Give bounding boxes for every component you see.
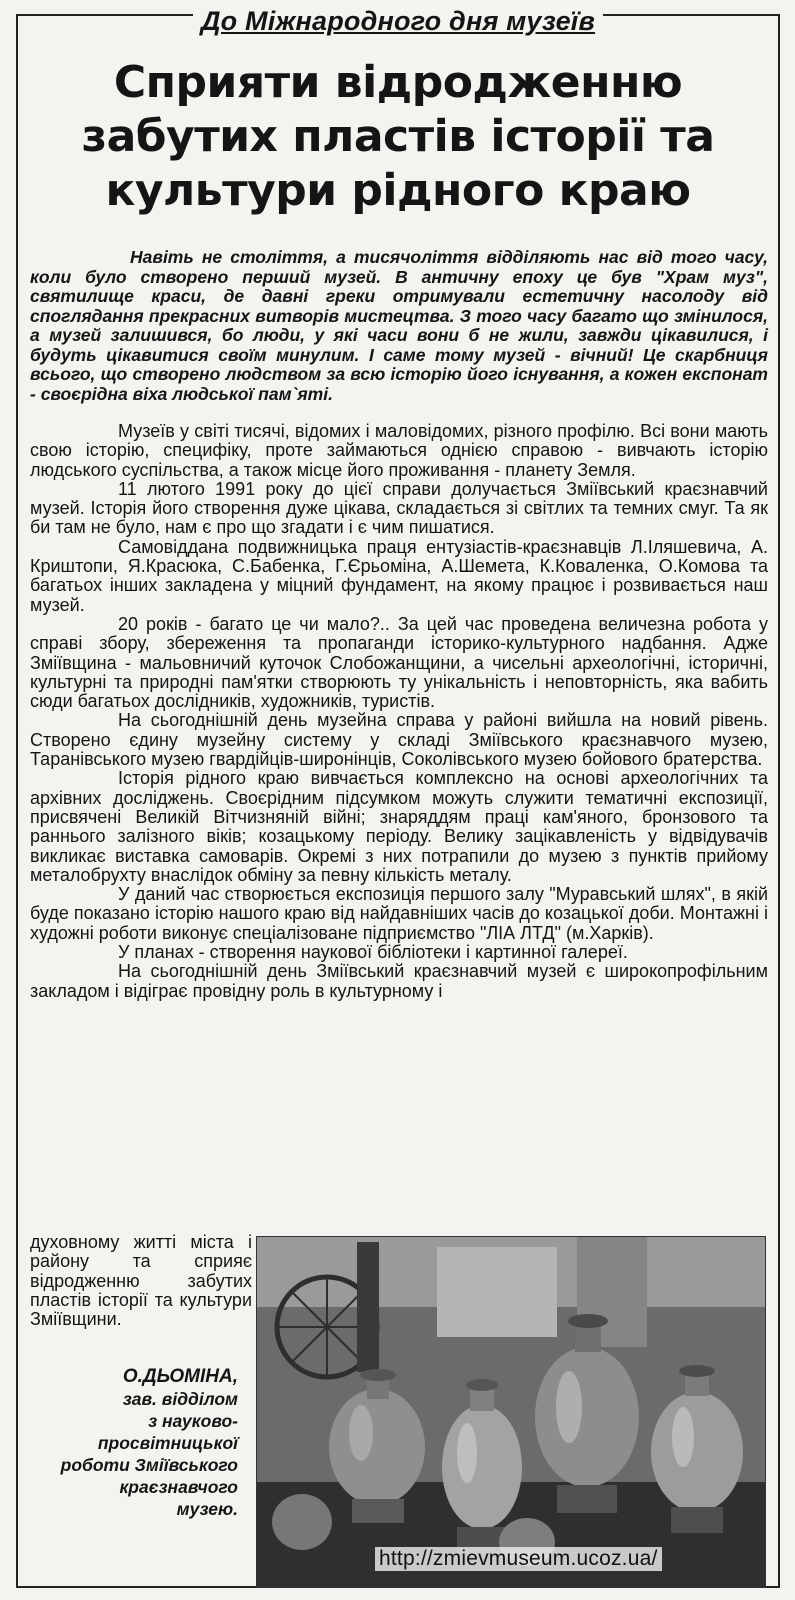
author-title-line: просвітницької [97, 1433, 238, 1453]
side-column-text: духовному житті міста і району та сприяє відродженню забутих пластів історії та культури Зміївщини. [30, 1232, 252, 1330]
headline-line: Сприяти відродженню [113, 57, 683, 108]
headline [18, 56, 778, 218]
article-frame [16, 6, 780, 1588]
author-title-line: роботи Зміївського [60, 1455, 238, 1475]
author-signature [30, 1366, 238, 1520]
author-title-line: музею. [176, 1499, 238, 1519]
website-watermark: http://zmievmuseum.ucoz.ua/ [375, 1547, 662, 1571]
samovar-collection-photo [256, 1236, 766, 1588]
body-paragraph: 11 лютого 1991 року до цієї справи долучається Зміївський краєзнавчий музей. Історія його створення дуже цікава, складається зі світлих та темних смуг. Та як би там не було, нам є про що згадати і є чим пишатися. [30, 478, 768, 538]
body-paragraph: На сьогоднішній день музейна справа у районі вийшла на новий рівень. Створено єдину музейну систему у складі Зміївського краєзнавчого музею, Таранівського музею гвардійців-широнінців, Соколівського музею бойового братерства. [30, 710, 768, 770]
body-paragraph: 20 років - багато це чи мало?.. За цей час проведена величезна робота у справі збору, збереження та пропаганди історико-культурного надбання. Адже Зміївщина - мальовничий куточок Слобожанщини, а чисельні археологічні, історичні, культурні та природні пам'ятки створюють ту унікальність і неповторність, яка вабить сюди багатьох дослідників, художників, туристів. [30, 613, 768, 712]
rubric-bar [18, 6, 778, 37]
lead-paragraph: Навіть не століття, а тисячоліття відділяють нас від того часу, коли було створено перший музей. В античну епоху це був "Храм муз", святилище краси, де давні греки отримували естетичну насолоду від споглядання прекрасних витворів мистецтва. З того часу багато що змінилося, а музей залишився, бо люди, у які часи вони б не жили, завжди цікавилися, і будуть цікавитися своїм минулим. І саме тому музей - вічний! Це скарбниця всього, що створено людством за всю історію його існування, а кожен експонат - своєрідна віха людської пам`яті. [30, 247, 768, 404]
author-title-line: зав. відділом [122, 1389, 238, 1409]
body-paragraph: Історія рідного краю вивчається комплексно на основі археологічних та архівних досліджень. Своєрідним підсумком можуть служити тематичні експозиції, присвячені Великій Вітчизняній війні; знаряддям праці кам'яного, бронзового та раннього залізного віків; козацькому періоду. Велику зацікавленість у відвідувачів викликає виставка самоварів. Окремі з них потрапили до музею з пунктів прийому металобрухту внаслідок обміну за певну кількість металу. [30, 768, 768, 885]
author-title-line: краєзнавчого [119, 1477, 238, 1497]
body-paragraph: На сьогоднішній день Зміївський краєзнавчий музей є широкопрофільним закладом і відіграє провідну роль в культурному і [30, 961, 768, 1001]
body-paragraph: У планах - створення наукової бібліотеки і картинної галереї. [118, 942, 628, 963]
author-name: О.ДЬОМІНА, [122, 1366, 238, 1387]
body-paragraph: У даний час створюється експозиція першого залу "Муравський шлях", в якій буде показано історію нашого краю від найдавніших часів до козацької доби. Монтажні і художні роботи виконує спеціалізоване підприємство "ЛІА ЛТД" (м.Харків). [30, 884, 768, 943]
headline-line: забутих пластів історії та [81, 111, 715, 162]
author-title-line: з науково- [148, 1411, 238, 1431]
article-body [30, 422, 768, 1001]
body-paragraph: Музеїв у світі тисячі, відомих і маловідомих, різного профілю. Всі вони мають свою історію, специфіку, проте займаються однією справою - вивчають історію людського суспільства, а також місце його проживання - планету Земля. [30, 421, 768, 480]
rubric-title: До Міжнародного дня музеїв [193, 6, 603, 37]
headline-line: культури рідного краю [105, 165, 691, 216]
samovar-illustration [257, 1237, 765, 1587]
body-paragraph: Самовіддана подвижницька праця ентузіастів-краєзнавців Л.Іляшевича, А. Криштопи, Я.Красюка, С.Бабенка, Г.Єрьоміна, А.Шемета, К.Коваленка, О.Комова та багатьох інших закладена у міцний фундамент, на якому працює і розвивається наш музей. [30, 536, 768, 615]
